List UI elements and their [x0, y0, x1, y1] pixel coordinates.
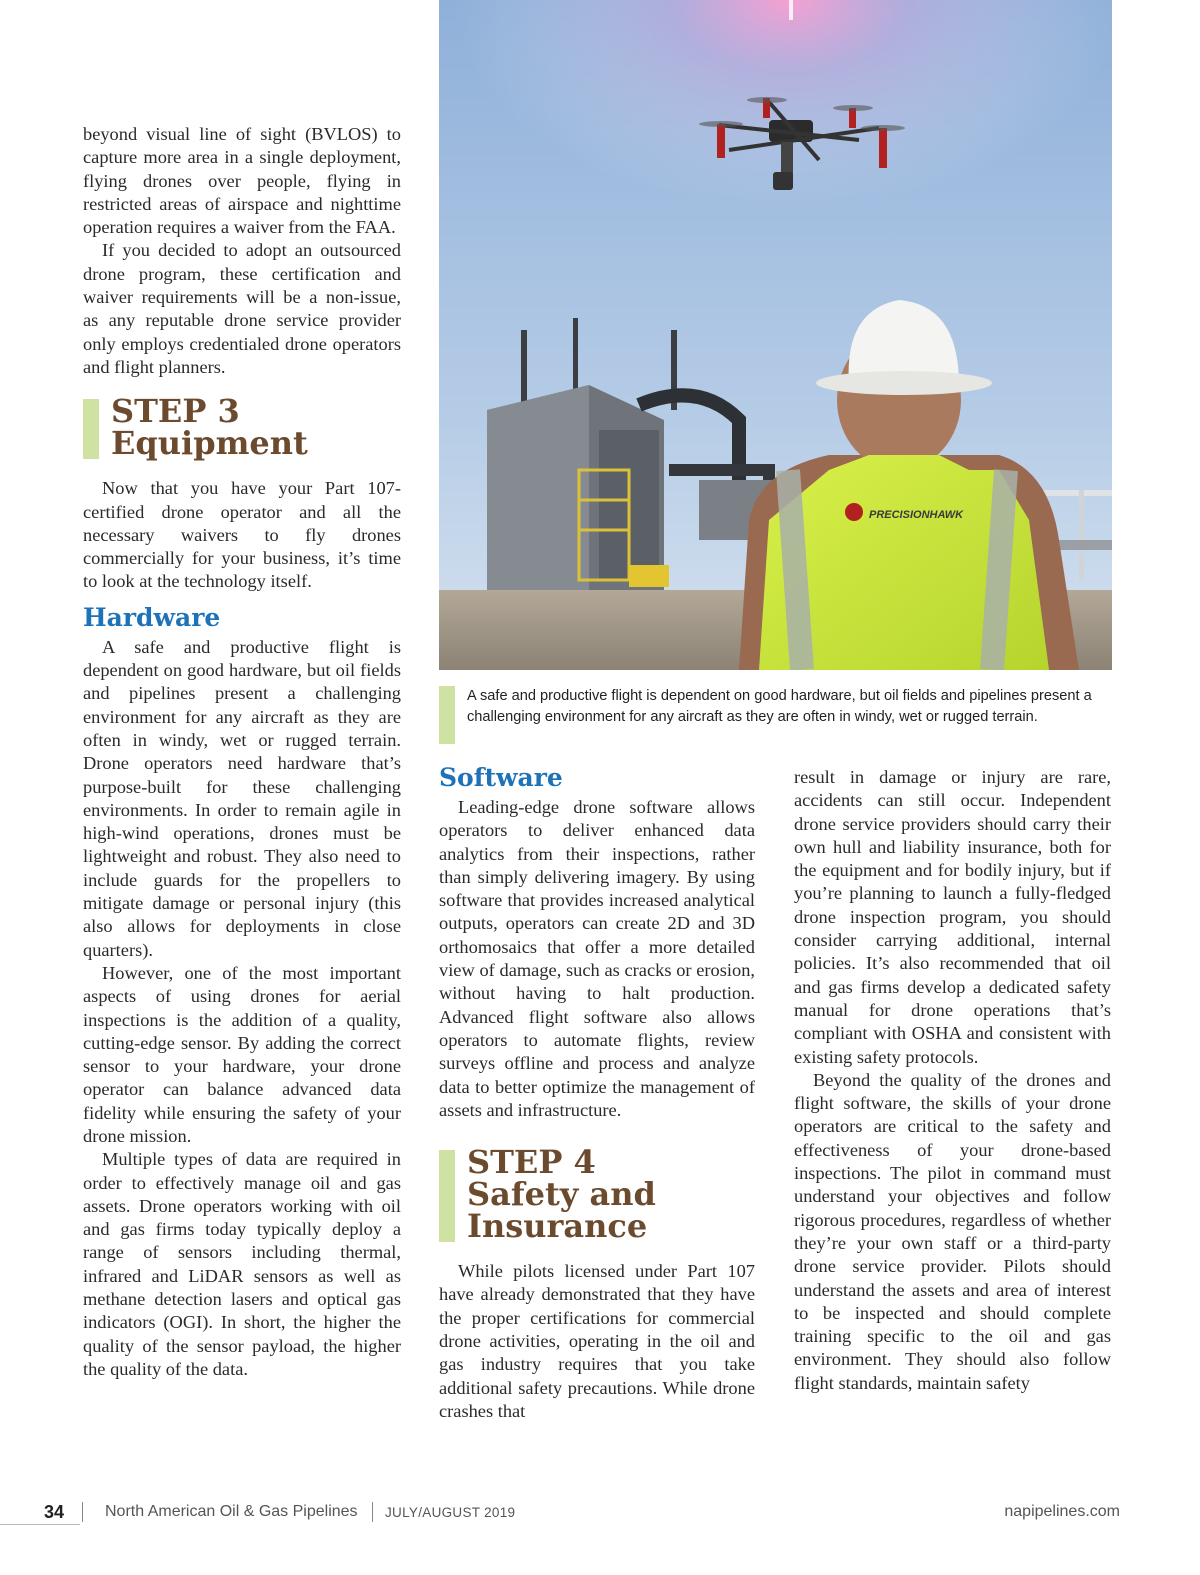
paragraph: If you decided to adopt an outsourced drone program, these certification and waiver requirements will be a non-issue, as any reputable drone service provider only employs credentialed drone operators and flight planners. [83, 240, 401, 377]
page-number: 34 [44, 1502, 65, 1522]
website-link[interactable]: napipelines.com [1004, 1503, 1120, 1520]
paragraph: Beyond the quality of the drones and flight software, the skills of your drone operators are critical to the safety and effectiveness of your drone-based inspections. The pilot in command must understand your objectives and follow rigorous procedures, regardless of whether they’re your own staff or a third-party drone service provider. Pilots should understand the assets and area of interest to be inspected and should complete training specific to the oil and gas environment. They should also follow flight standards, maintain safety [794, 1069, 1111, 1393]
step-3-heading [83, 392, 401, 463]
software-subheading: Software [439, 763, 563, 792]
issue-date: JULY/AUGUST 2019 [385, 1505, 516, 1520]
caption-text: A safe and productive flight is dependent on good hardware, but oil fields and pipelines present a challenging environment for any aircraft as they are often in windy, wet or rugged terrain. [467, 688, 1092, 725]
paragraph: Leading-edge drone software allows operators to deliver enhanced data analytics from their inspections, rather than simply delivering imagery. By using software that provides increased analytical outputs, operators can create 2D and 3D orthomosaics that offer a more detailed view of damage, such as cracks or erosion, without having to halt production. Advanced flight software also allows operators to automate flights, review surveys offline and process and analyze data to better optimize the management of assets and infrastructure. [439, 797, 755, 1120]
footer-divider [372, 1502, 373, 1522]
paragraph: result in damage or injury are rare, accidents can still occur. Independent drone service providers should carry their own hull and liability insurance, both for the equipment and for bodily injury, but if you’re planning to launch a fully-fledged drone inspection program, you should consider carrying additional, internal policies. It’s also recommended that oil and gas firms develop a dedicated safety manual for drone operations that’s compliant with OSHA and consistent with existing safety protocols. [794, 767, 1111, 1067]
paragraph: Multiple types of data are required in order to effectively manage oil and gas assets. Drone operators working with oil and gas firms today typically deploy a range of sensors including thermal, infrared and LiDAR sensors as well as methane detection lasers and optical gas indicators (OGI). In short, the higher the quality of the sensor payload, the higher the quality of the data. [83, 1149, 401, 1379]
precisionhawk-logo-icon [845, 503, 863, 521]
caption-accent-bar [439, 686, 455, 744]
paragraph: Now that you have your Part 107-certified drone operator and all the necessary waivers to fly drones commercially for your business, it’s time to look at the technology itself. [83, 478, 401, 592]
paragraph: While pilots licensed under Part 107 have already demonstrated that they have the proper certifications for commercial drone activities, operating in the oil and gas industry requires that you take additional safety precautions. While drone crashes that [439, 1261, 755, 1421]
vest-logo: PRECISIONHAWK [869, 509, 964, 521]
paragraph: beyond visual line of sight (BVLOS) to capture more area in a single deployment, flying drones over people, flying in restricted areas of airspace and nighttime operation requires a waiver from the FAA. [83, 124, 401, 238]
drone-inspection-photo [439, 0, 1112, 670]
article-column-3 [794, 766, 1111, 1395]
step-4-number: STEP 4 [467, 1143, 596, 1182]
paragraph: A safe and productive flight is dependent on good hardware, but oil fields and pipelines present a challenging environment for any aircraft as they are often in windy, wet or rugged terrain. Drone operators need hardware that’s purpose-built for these challenging environments. In order to remain agile in high-wind operations, drones must be lightweight and robust. They also need to include guards for the propellers to mitigate damage or personal injury (this also allows for deployments in close quarters). [83, 636, 401, 960]
heading-accent-bar [83, 399, 99, 459]
photo-caption [439, 686, 1119, 727]
photo-illustration [439, 0, 1112, 670]
page-footer [0, 1496, 1200, 1536]
paragraph: However, one of the most important aspects of using drones for aerial inspections is the addition of a quality, cutting-edge sensor. By adding the correct sensor to your hardware, your drone operator can balance advanced data fidelity while ensuring the safety of your drone mission. [83, 962, 401, 1146]
footer-rule [0, 1524, 80, 1525]
publication-name: North American Oil & Gas Pipelines [105, 1503, 358, 1520]
footer-divider [82, 1502, 83, 1522]
heading-accent-bar [439, 1150, 455, 1242]
step-3-title: Equipment [111, 424, 308, 463]
step-3-number: STEP 3 [111, 392, 240, 431]
step-4-title-line-2: Insurance [467, 1207, 648, 1246]
hardware-subheading: Hardware [83, 602, 221, 632]
step-4-heading [439, 1143, 755, 1246]
article-column-1 [83, 123, 401, 1381]
article-column-2 [439, 764, 755, 1423]
step-4-title-line-1: Safety and [467, 1175, 656, 1214]
